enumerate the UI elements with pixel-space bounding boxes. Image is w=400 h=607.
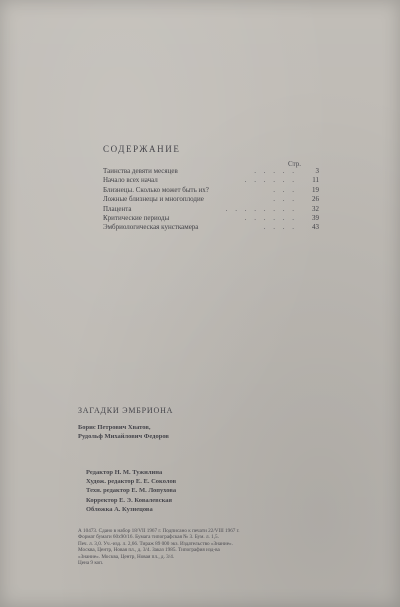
imprint-line: Формат бумаги 60х90/16. Бумага типографская № 3. Бум. л. 1,5. xyxy=(78,534,219,541)
contents-entry-page: 19 xyxy=(312,185,319,194)
contents-entry-page: 3 xyxy=(315,167,319,175)
contents-entry-title: Ложные близнецы и многоплодие xyxy=(103,195,204,204)
imprint-line: Печ. л. 3,0. Уч.-изд. л. 2,66. Тираж 89 000 экз. Издательство «Знание». xyxy=(78,540,233,547)
contents-entry-title: Начало всех начал xyxy=(103,176,158,185)
publication-imprint xyxy=(78,528,336,566)
contents-entry-page: 32 xyxy=(312,204,319,213)
table-of-contents xyxy=(103,167,319,233)
contents-entry-page: 43 xyxy=(312,223,319,232)
imprint-line: «Знание». Москва, Центр, Новая пл., д. 3/4. xyxy=(78,553,175,560)
contents-entry-page: 11 xyxy=(312,176,319,185)
contents-entry-page: 39 xyxy=(312,213,319,222)
contents-entry-title: Эмбриологическая кунсткамера xyxy=(103,223,199,232)
contents-entry-page: 26 xyxy=(312,195,319,204)
contents-entry-leader: . . . . . xyxy=(254,167,297,175)
contents-entry-leader: . . . . . . xyxy=(244,213,297,222)
authors-block xyxy=(78,423,169,441)
contents-entry-leader: . . . xyxy=(273,185,297,194)
imprint-line: Москва, Центр, Новая пл., д. 3/4. Заказ 1985. Типография изд-ва xyxy=(78,547,220,554)
credit-line: Худож. редактор Е. Е. Соколов xyxy=(86,478,177,486)
contents-entry xyxy=(103,214,319,223)
contents-entry xyxy=(103,176,319,185)
contents-entry xyxy=(103,223,319,232)
contents-entry xyxy=(103,195,319,204)
contents-entry-leader: . . . xyxy=(273,195,297,204)
author-name: Борис Петрович Хватов, xyxy=(78,424,151,431)
contents-entry-title: Таинства девяти месяцев xyxy=(103,167,178,175)
contents-entry-leader: . . . . . . . . xyxy=(225,204,297,213)
contents-entry-leader: . . . . xyxy=(263,223,297,232)
contents-entry xyxy=(103,205,319,214)
contents-entry xyxy=(103,186,319,195)
credit-line: Обложка А. Кузнецова xyxy=(86,505,153,513)
contents-entry-title: Критические периоды xyxy=(103,213,170,222)
contents-entry xyxy=(103,167,319,176)
imprint-line: А 10473. Сдано в набор 18/VII 1967 г. Подписано к печати 22/VIII 1967 г. xyxy=(78,528,240,534)
contents-entry-title: Плацента xyxy=(103,204,132,213)
author-name: Рудольф Михайлович Федоров xyxy=(78,433,169,440)
book-title: ЗАГАДКИ ЭМБРИОНА xyxy=(78,406,174,415)
contents-entry-leader: . . . . . . xyxy=(244,176,297,185)
credit-line: Техн. редактор Е. М. Лопухова xyxy=(86,487,177,495)
price-line: Цена 9 коп. xyxy=(78,560,104,567)
credit-line: Редактор Н. М. Тужилина xyxy=(86,469,163,476)
credit-line: Корректор Е. Э. Ковалевская xyxy=(86,496,173,504)
page-column-label: Стр. xyxy=(288,160,301,168)
contents-entry-title: Близнецы. Сколько может быть их? xyxy=(103,185,209,194)
editorial-credits xyxy=(86,468,176,514)
contents-heading: СОДЕРЖАНИЕ xyxy=(103,144,181,154)
